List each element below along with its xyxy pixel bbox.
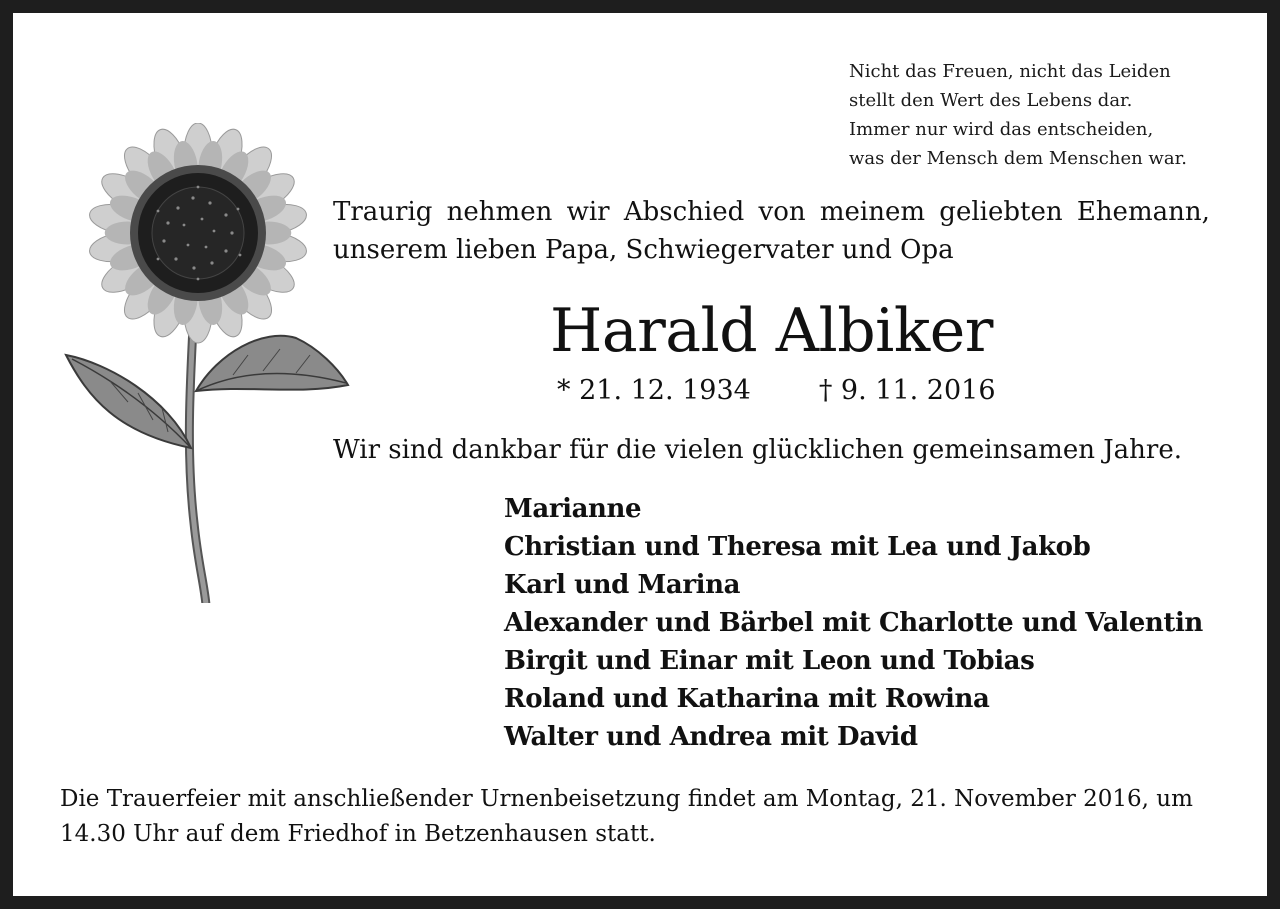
funeral-service-info [60,782,1193,852]
service-line: Die Trauerfeier mit anschließender Urnenbeisetzung findet am Montag, 21. November 2016, um [60,786,1193,812]
thanks-text: Wir sind dankbar für die vielen glücklichen gemeinsamen Jahre. [333,435,1182,465]
life-dates [557,373,996,409]
death-date: † 9. 11. 2016 [818,375,996,406]
intro-text [333,193,1210,269]
sunflower-icon [58,123,358,603]
family-member: Walter und Andrea mit David [504,722,918,752]
deceased-name: Harald Albiker [550,296,993,366]
service-line: 14.30 Uhr auf dem Friedhof in Betzenhausen statt. [60,821,656,847]
family-member: Karl und Marina [504,570,741,600]
family-member: Birgit und Einar mit Leon und Tobias [504,646,1035,676]
intro-line: Traurig nehmen wir Abschied von meinem geliebten Ehemann, [333,197,1210,227]
family-member: Christian und Theresa mit Lea und Jakob [504,532,1091,562]
birth-date: * 21. 12. 1934 [557,375,751,406]
family-member: Marianne [504,494,642,524]
intro-line: unserem lieben Papa, Schwiegervater und Opa [333,235,954,265]
family-member: Alexander und Bärbel mit Charlotte und Valentin [504,608,1203,638]
quote-line: was der Mensch dem Menschen war. [849,148,1187,169]
quote-line: Nicht das Freuen, nicht das Leiden [849,61,1171,82]
poem-quote [849,57,1187,173]
obituary-notice [13,13,1267,896]
family-member: Roland und Katharina mit Rowina [504,684,990,714]
quote-line: stellt den Wert des Lebens dar. [849,90,1133,111]
quote-line: Immer nur wird das entscheiden, [849,119,1154,140]
family-list [504,490,1203,756]
